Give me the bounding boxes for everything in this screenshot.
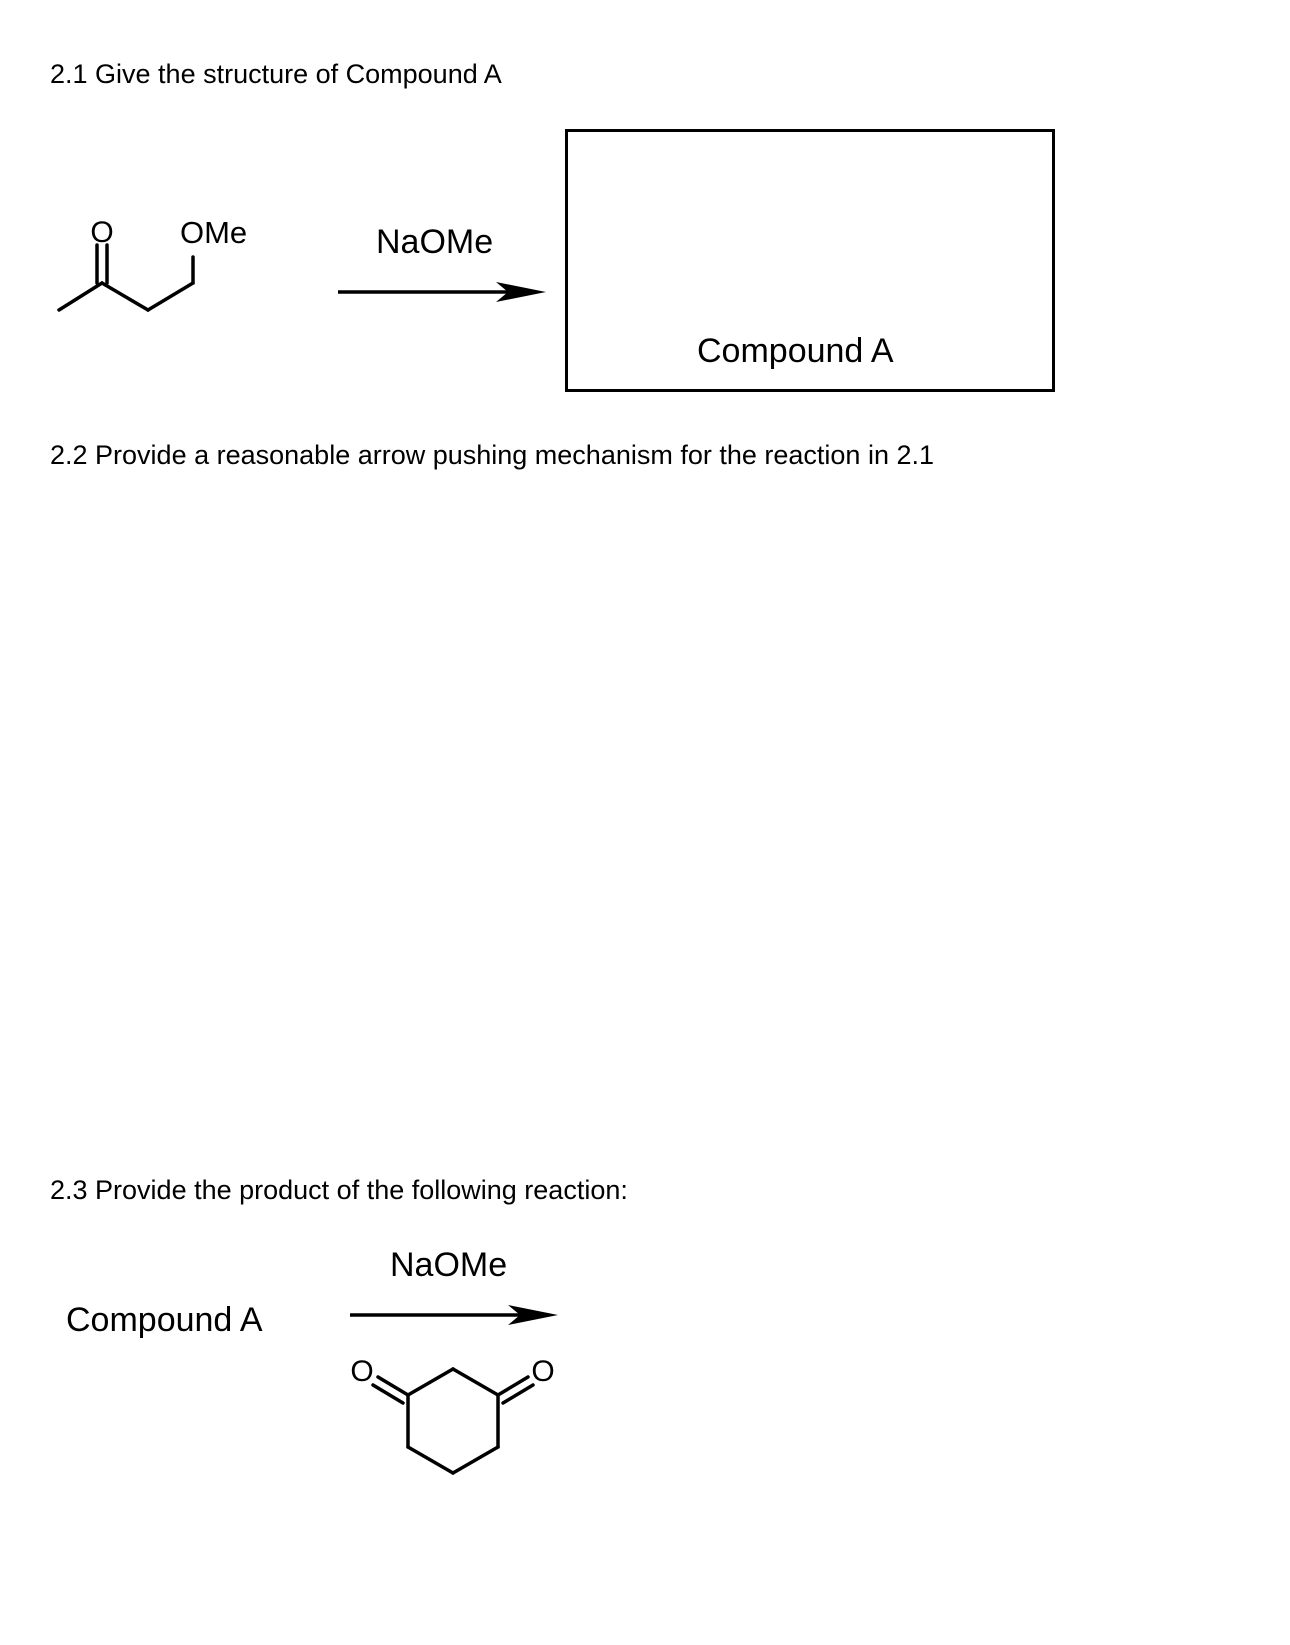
question-2-2-heading: 2.2 Provide a reasonable arrow pushing mechanism for the reaction in 2.1 (50, 440, 934, 470)
bond-methyl-carbonyl (59, 283, 102, 310)
right-carbonyl-double-bond-a (498, 1377, 528, 1395)
bond-ch2-ch2 (148, 283, 193, 310)
compound-a-box-label: Compound A (697, 332, 894, 370)
reaction2-arrow (350, 1305, 558, 1325)
cyclohexanedione-structure (373, 1369, 533, 1473)
question-2-1-heading: 2.1 Give the structure of Compound A (50, 59, 502, 89)
reaction2-reactant-label: Compound A (66, 1301, 263, 1339)
ring-bond-1 (408, 1369, 453, 1395)
ring-bond-4 (453, 1447, 498, 1473)
left-carbonyl-double-bond-b (373, 1385, 403, 1403)
ring-bond-5 (408, 1447, 453, 1473)
methoxy-label: OMe (180, 215, 248, 250)
right-carbonyl-double-bond-b (503, 1385, 533, 1403)
right-oxygen-label: O (531, 1355, 555, 1388)
ring-bond-2 (453, 1369, 498, 1395)
starting-material-structure (59, 245, 193, 310)
reaction1-arrow (338, 282, 546, 302)
carbonyl-oxygen-label: O (90, 216, 114, 249)
reaction1-reagent: NaOMe (376, 223, 494, 261)
left-carbonyl-double-bond-a (378, 1377, 408, 1395)
reaction2-reagent: NaOMe (390, 1246, 508, 1284)
left-oxygen-label: O (350, 1355, 374, 1388)
bond-carbonyl-ch2 (102, 283, 148, 310)
question-2-3-heading: 2.3 Provide the product of the following reaction: (50, 1175, 628, 1205)
